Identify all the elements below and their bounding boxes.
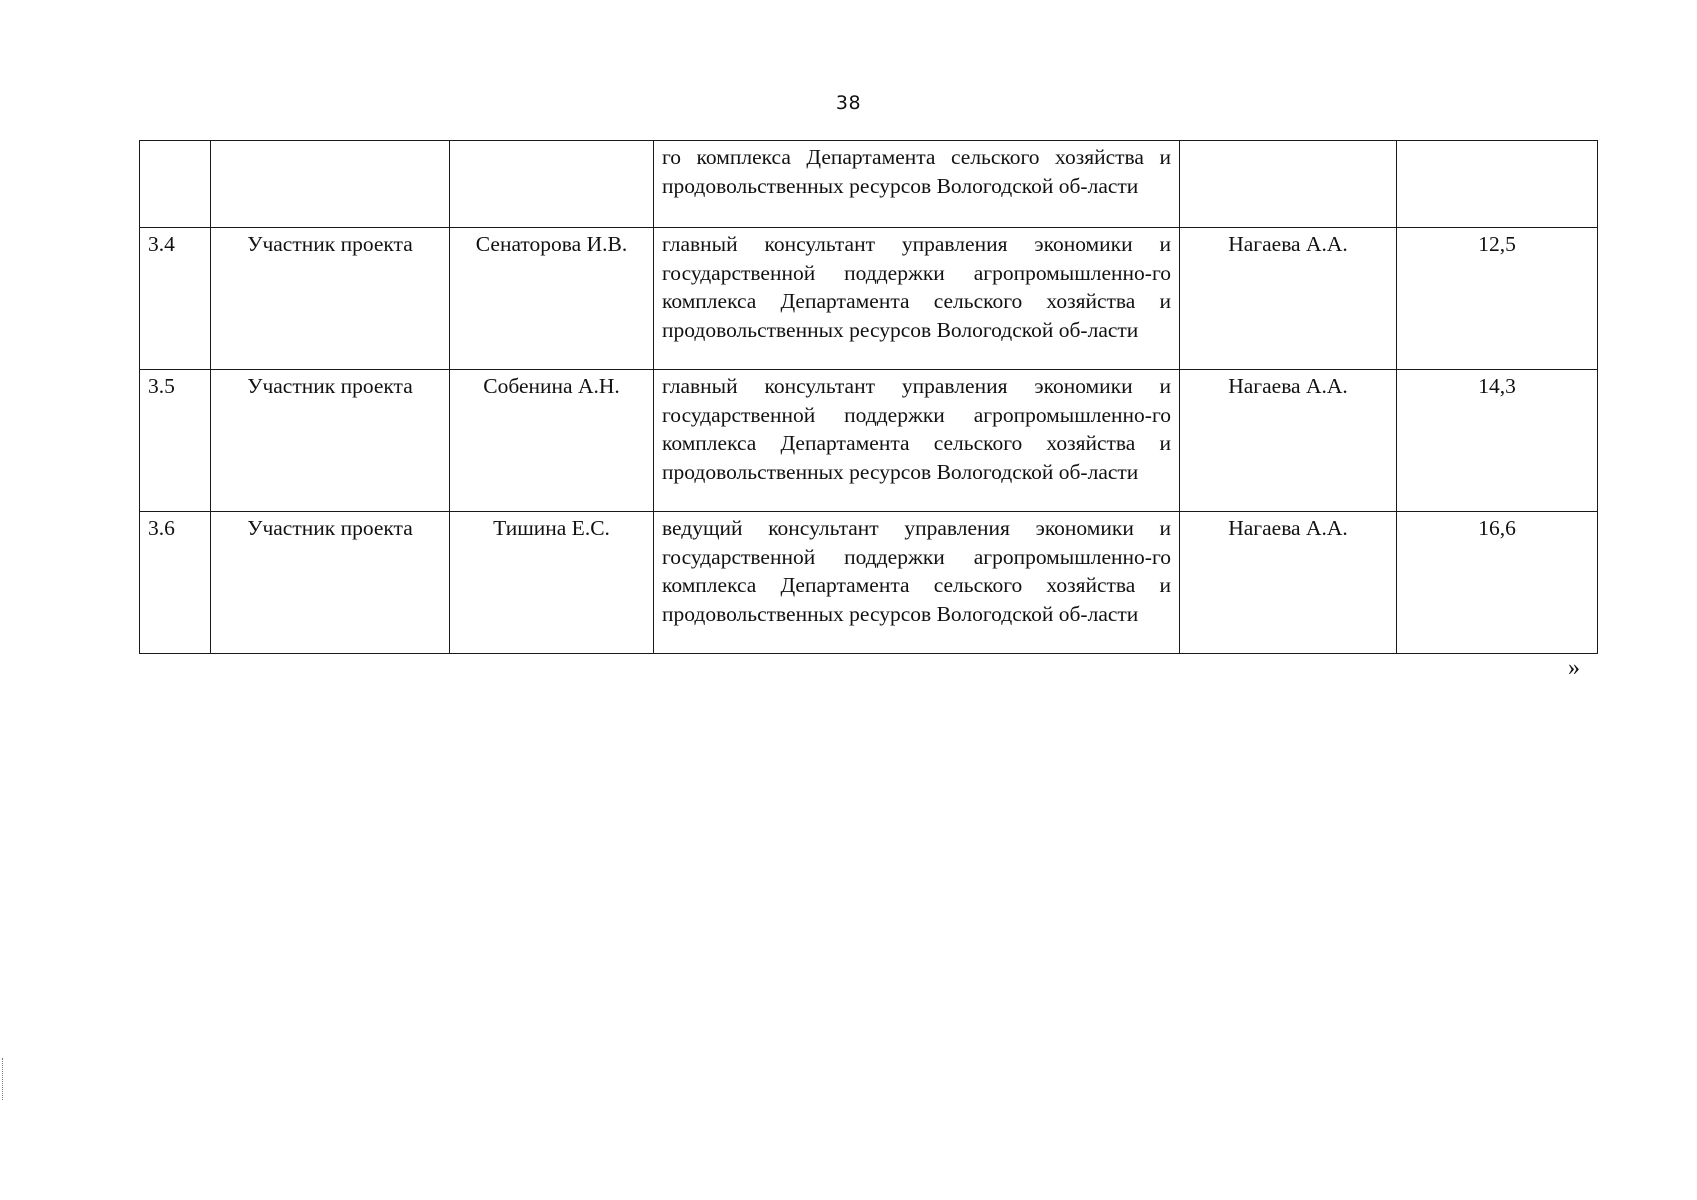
cell-head: Нагаева А.А. <box>1180 512 1397 654</box>
cell-role <box>211 141 450 228</box>
cell-position: главный консультант управления экономики и государственной поддержки агропромышленно-го комплекса Департамента сельского хозяйства и продовольственных ресурсов Вологодской об-ласти <box>654 370 1180 512</box>
cell-role: Участник проекта <box>211 228 450 370</box>
cell-head: Нагаева А.А. <box>1180 228 1397 370</box>
cell-position: ведущий консультант управления экономики и государственной поддержки агропромышленно-го комплекса Департамента сельского хозяйства и продовольственных ресурсов Вологодской об-ласти <box>654 512 1180 654</box>
cell-position: го комплекса Департамента сельского хозяйства и продовольственных ресурсов Вологодской об-ласти <box>654 141 1180 228</box>
cell-position: главный консультант управления экономики и государственной поддержки агропромышленно-го комплекса Департамента сельского хозяйства и продовольственных ресурсов Вологодской об-ласти <box>654 228 1180 370</box>
cell-percent: 12,5 <box>1397 228 1598 370</box>
cell-percent: 16,6 <box>1397 512 1598 654</box>
table-row <box>140 370 1598 512</box>
table-row <box>140 512 1598 654</box>
margin-ticks <box>2 1058 6 1100</box>
cell-role: Участник проекта <box>211 512 450 654</box>
cell-role: Участник проекта <box>211 370 450 512</box>
page-number: 38 <box>835 92 862 114</box>
cell-name <box>450 141 654 228</box>
table-row-continuation <box>140 141 1598 228</box>
closing-quote: » <box>1568 655 1580 681</box>
cell-head <box>1180 141 1397 228</box>
cell-name: Собенина А.Н. <box>450 370 654 512</box>
cell-percent <box>1397 141 1598 228</box>
cell-num: 3.4 <box>140 228 211 370</box>
cell-percent: 14,3 <box>1397 370 1598 512</box>
cell-head: Нагаева А.А. <box>1180 370 1397 512</box>
participants-table <box>139 140 1598 654</box>
table-row <box>140 228 1598 370</box>
cell-num: 3.5 <box>140 370 211 512</box>
cell-num: 3.6 <box>140 512 211 654</box>
cell-name: Сенаторова И.В. <box>450 228 654 370</box>
cell-num <box>140 141 211 228</box>
cell-name: Тишина Е.С. <box>450 512 654 654</box>
